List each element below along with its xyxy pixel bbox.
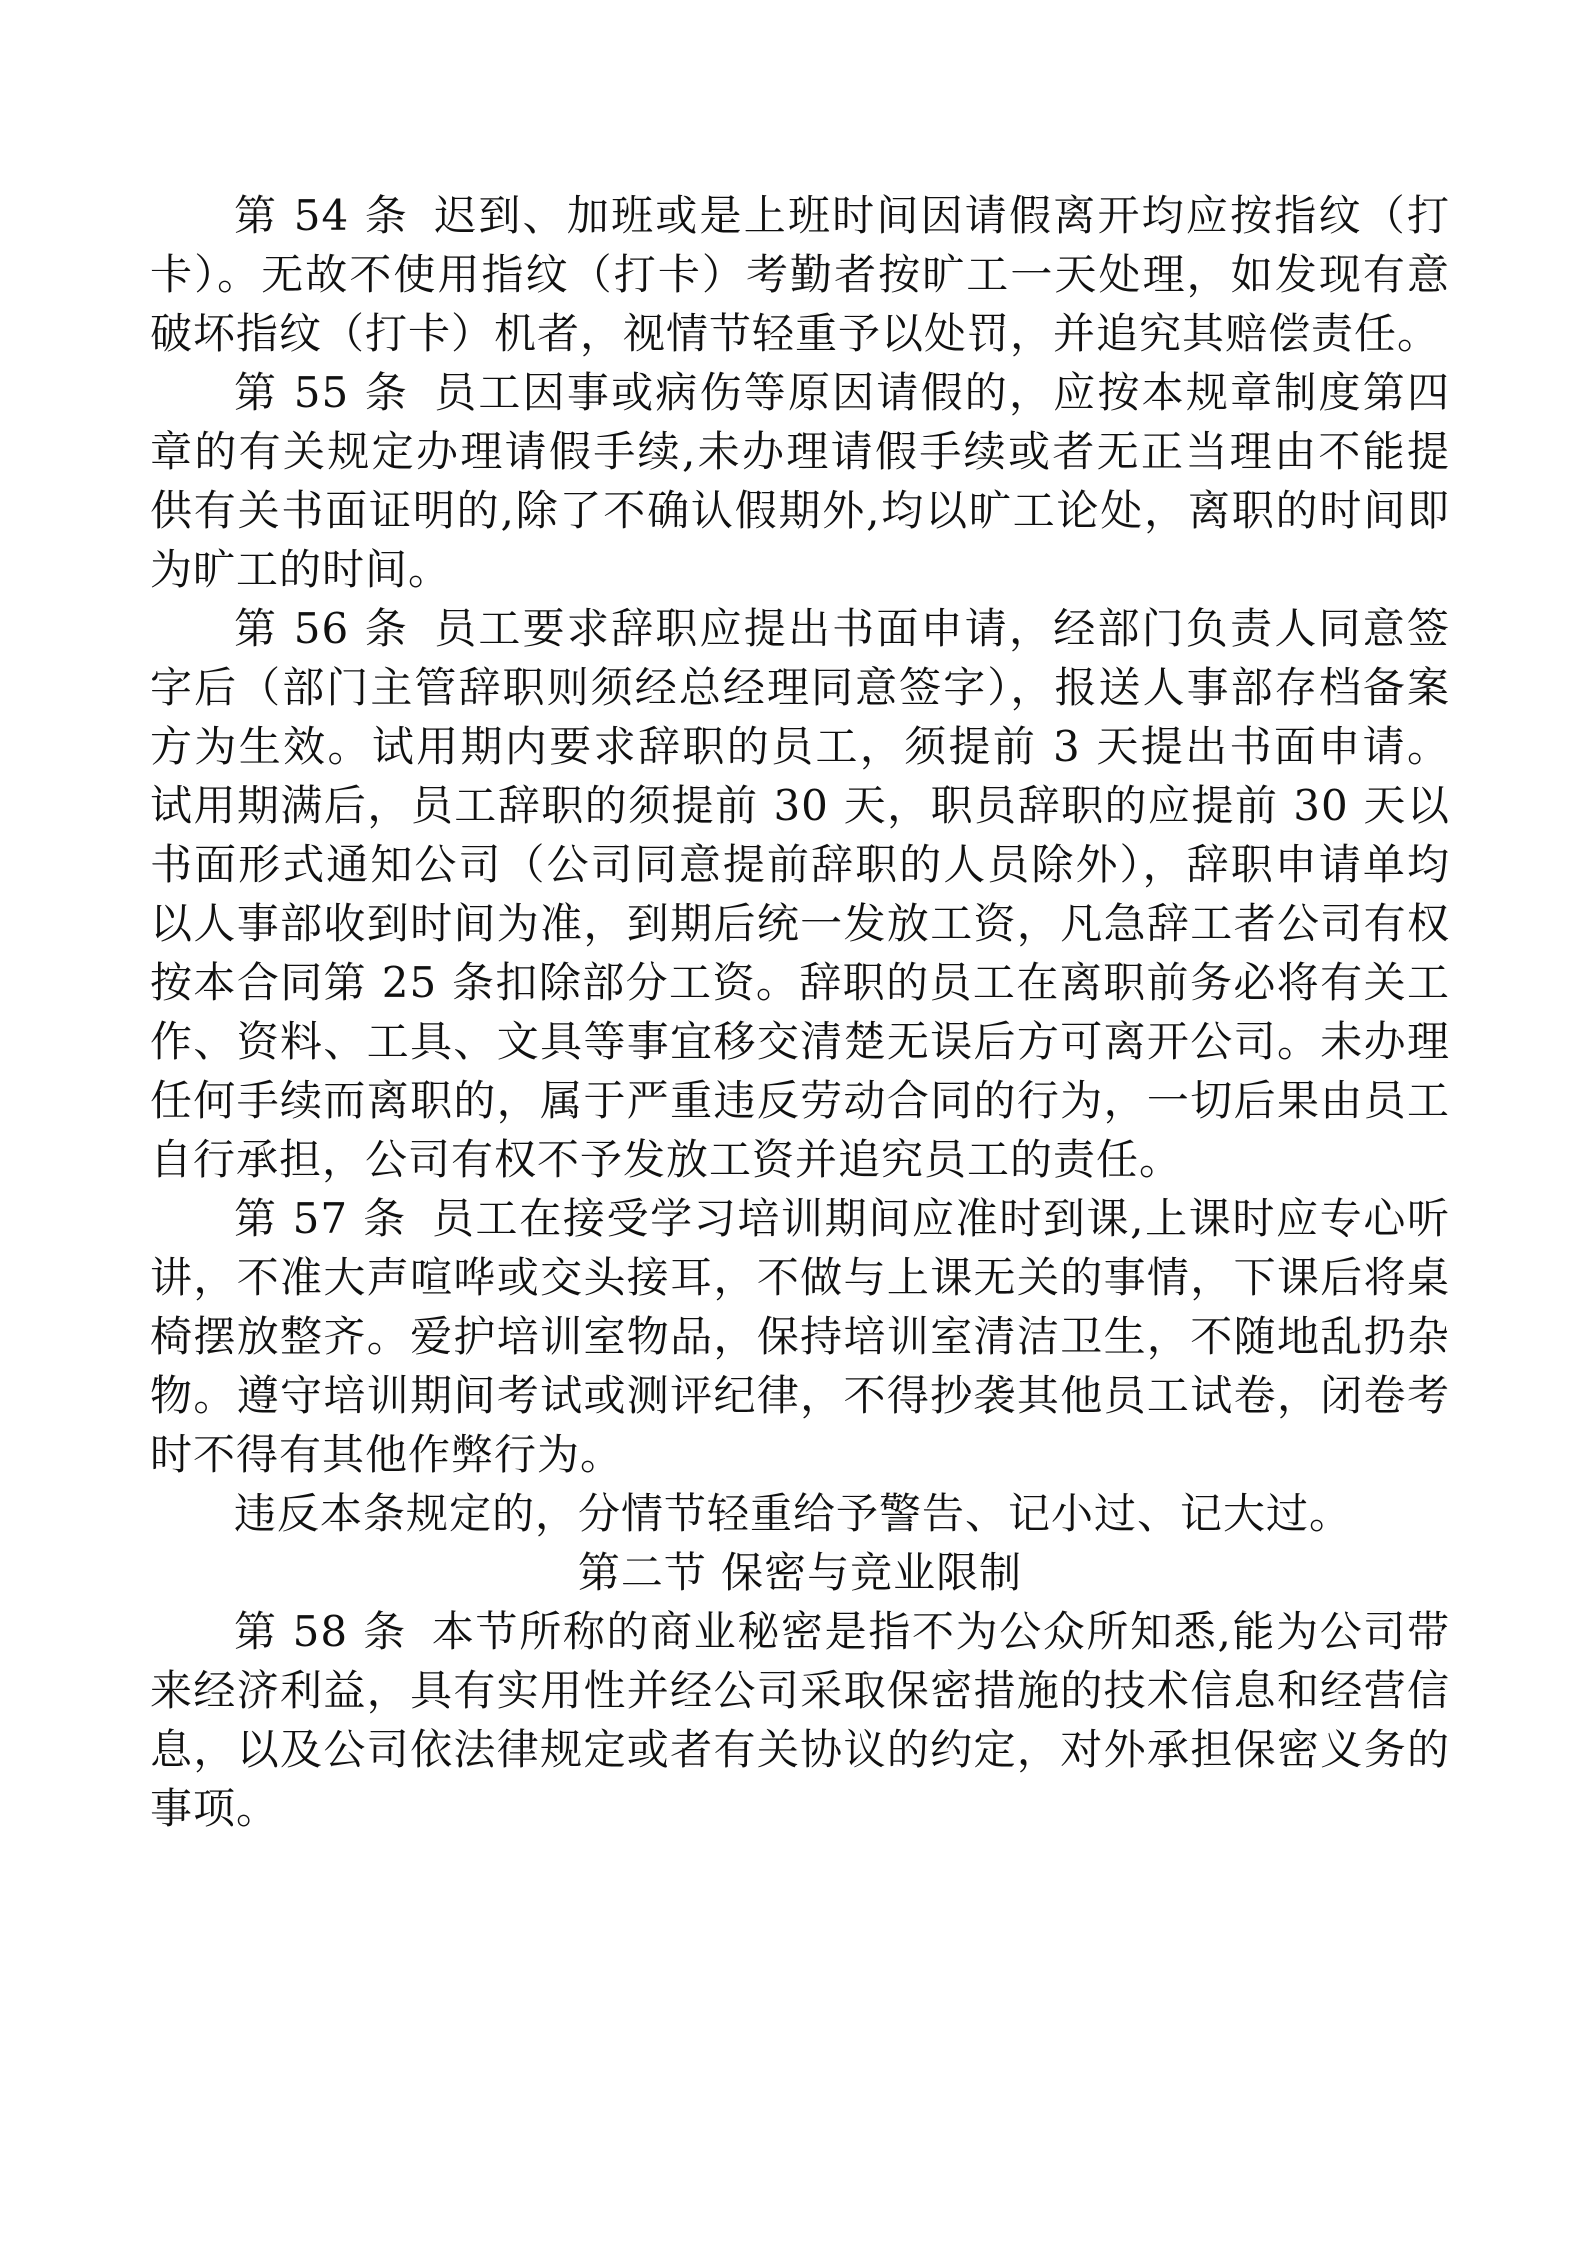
article-number: 第 54 条 [234, 191, 410, 240]
article-54 [150, 186, 1450, 363]
article-56 [150, 599, 1450, 1189]
article-number: 第 55 条 [234, 368, 410, 417]
article-text: 员工在接受学习培训期间应准时到课,上课时应专心听讲，不准大声喧哗或交头接耳，不做与上课无关的事情，下课后将桌椅摆放整齐。爱护培训室物品，保持培训室清洁卫生，不随地乱扔杂物。遵守培训期间考试或测评纪律，不得抄袭其他员工试卷，闭卷考时不得有其他作弊行为。 [150, 1194, 1450, 1479]
article-57 [150, 1189, 1450, 1484]
article-number: 第 56 条 [234, 604, 410, 653]
article-number: 第 58 条 [234, 1607, 407, 1656]
article-57-penalty [150, 1484, 1450, 1543]
article-text: 迟到、加班或是上班时间因请假离开均应按指纹（打卡）。无故不使用指纹（打卡）考勤者按旷工一天处理，如发现有意破坏指纹（打卡）机者，视情节轻重予以处罚，并追究其赔偿责任。 [150, 191, 1450, 358]
article-text: 员工因事或病伤等原因请假的，应按本规章制度第四章的有关规定办理请假手续,未办理请假手续或者无正当理由不能提供有关书面证明的,除了不确认假期外,均以旷工论处，离职的时间即为旷工的时间。 [150, 368, 1450, 594]
section-heading: 第二节 保密与竞业限制 [577, 1548, 1023, 1597]
article-text: 本节所称的商业秘密是指不为公众所知悉,能为公司带来经济利益，具有实用性并经公司采取保密措施的技术信息和经营信息，以及公司依法律规定或者有关协议的约定，对外承担保密义务的事项。 [150, 1607, 1450, 1833]
article-number: 第 57 条 [234, 1194, 407, 1243]
article-text: 员工要求辞职应提出书面申请，经部门负责人同意签字后（部门主管辞职则须经总经理同意签字），报送人事部存档备案方为生效。试用期内要求辞职的员工，须提前 3 天提出书面申请。试用期满后，员工辞职的须提前 30 天，职员辞职的应提前 30 天以书面形式通知公司（公司同意提前辞职的人员除外），辞职申请单均以人事部收到时间为准，到期后统一发放工资，凡急辞工者公司有权按本合同第 25 条扣除部分工资。辞职的员工在离职前务必将有关工作、资料、工具、文具等事宜移交清楚无误后方可离开公司。未办理任何手续而离职的，属于严重违反劳动合同的行为，一切后果由员工自行承担，公司有权不予发放工资并追究员工的责任。 [150, 604, 1450, 1184]
document-body [150, 186, 1450, 1838]
paragraph-text: 违反本条规定的，分情节轻重给予警告、记小过、记大过。 [234, 1489, 1353, 1538]
article-55 [150, 363, 1450, 599]
article-58 [150, 1602, 1450, 1838]
